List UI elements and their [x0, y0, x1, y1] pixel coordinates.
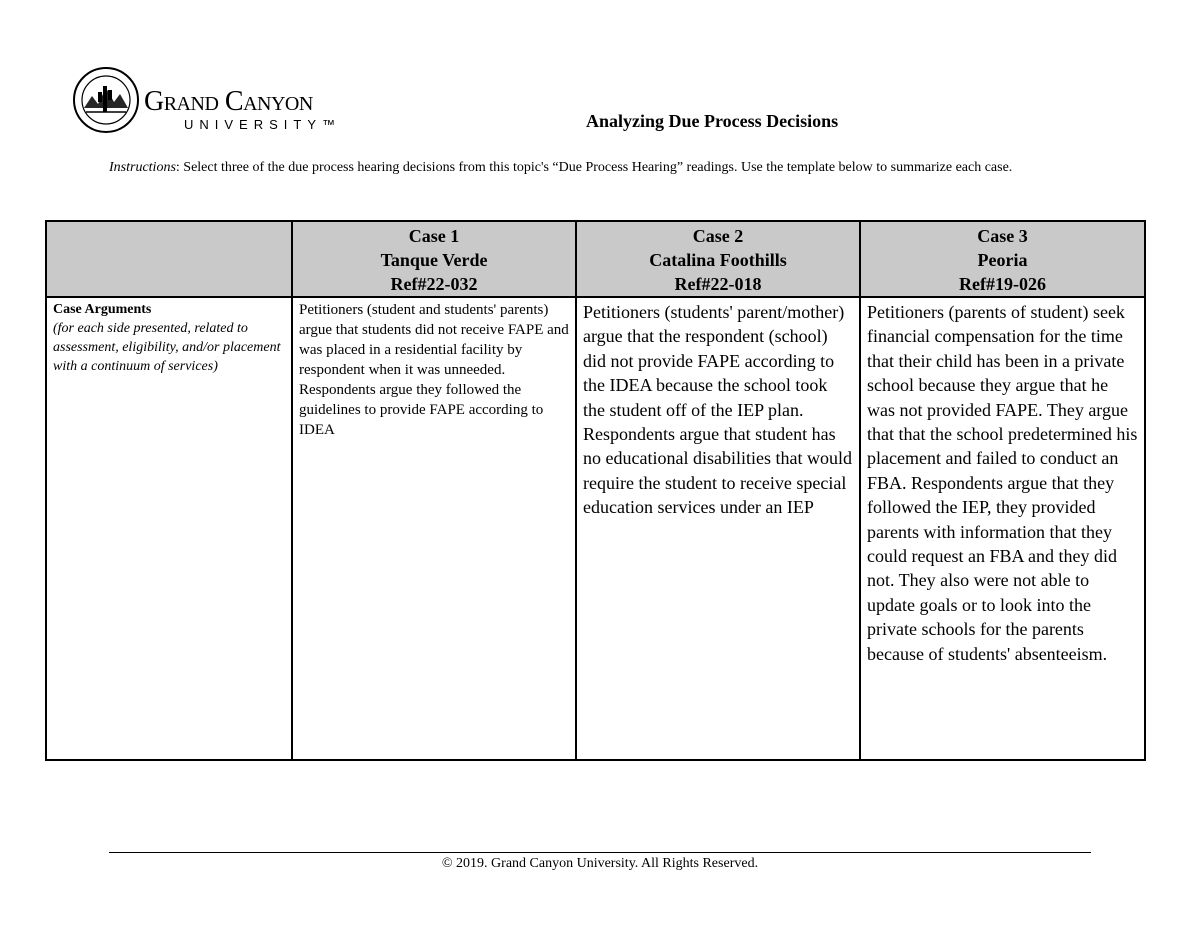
header-case-2: [576, 221, 860, 297]
header-case-1: [292, 221, 576, 297]
header-case-3: [860, 221, 1145, 297]
case-number: Case 1: [408, 226, 460, 246]
university-seal-icon: [72, 66, 140, 134]
header-empty-cell: [46, 221, 292, 297]
case-ref: Ref#22-018: [674, 274, 762, 294]
footer-divider: [109, 852, 1091, 853]
case-number: Case 2: [692, 226, 744, 246]
case-name: Catalina Foothills: [649, 250, 787, 270]
case-name: Peoria: [977, 250, 1028, 270]
table-row: [46, 297, 1145, 760]
case-number: Case 3: [977, 226, 1028, 246]
footer-copyright: © 2019. Grand Canyon University. All Rights Reserved.: [441, 856, 759, 871]
case-1-arguments: Petitioners (student and students' parents) argue that students did not receive FAPE and was placed in a residential facility by respondent when it was unneeded. Respondents argue they followed the guidelines to provide FAPE according to IDEA: [292, 297, 576, 760]
instructions-text: : Select three of the due process hearing decisions from this topic's “Due Process Hearing” readings. Use the template below to summarize each case.: [175, 160, 1013, 175]
table-header-row: [46, 221, 1145, 297]
case-2-arguments: Petitioners (students' parent/mother) argue that the respondent (school) did not provide FAPE according to the IDEA because the school took the student off of the IEP plan. Respondents argue that student has no educational disabilities that would require the student to receive special education services under an IEP: [576, 297, 860, 760]
row-label: Case Arguments: [53, 302, 152, 317]
case-3-arguments: Petitioners (parents of student) seek financial compensation for the time that their child has been in a private school because they argue that he was not provided FAPE. They argue that that the school predetermined his placement and failed to conduct an FBA. Respondents argue that they followed the IEP, they provided parents with information that they could request an FBA and they did not. They also were not able to update goals or to look into the private schools for the parents because of students' absenteeism.: [860, 297, 1145, 760]
logo-wordmark: Grand Canyon: [144, 86, 313, 117]
case-name: Tanque Verde: [380, 250, 488, 270]
case-ref: Ref#19-026: [959, 274, 1046, 294]
university-logo: [72, 66, 372, 136]
instructions: [109, 158, 1069, 178]
instructions-label: Instructions: [109, 160, 176, 175]
case-ref: Ref#22-032: [390, 274, 478, 294]
case-table: [45, 220, 1146, 761]
logo-subtitle: UNIVERSITY™: [184, 117, 342, 132]
row-label-cell: [46, 297, 292, 760]
row-sublabel: (for each side presented, related to assessment, eligibility, and/or placement with a continuum of services): [53, 321, 281, 374]
page-title: Analyzing Due Process Decisions: [586, 111, 839, 131]
